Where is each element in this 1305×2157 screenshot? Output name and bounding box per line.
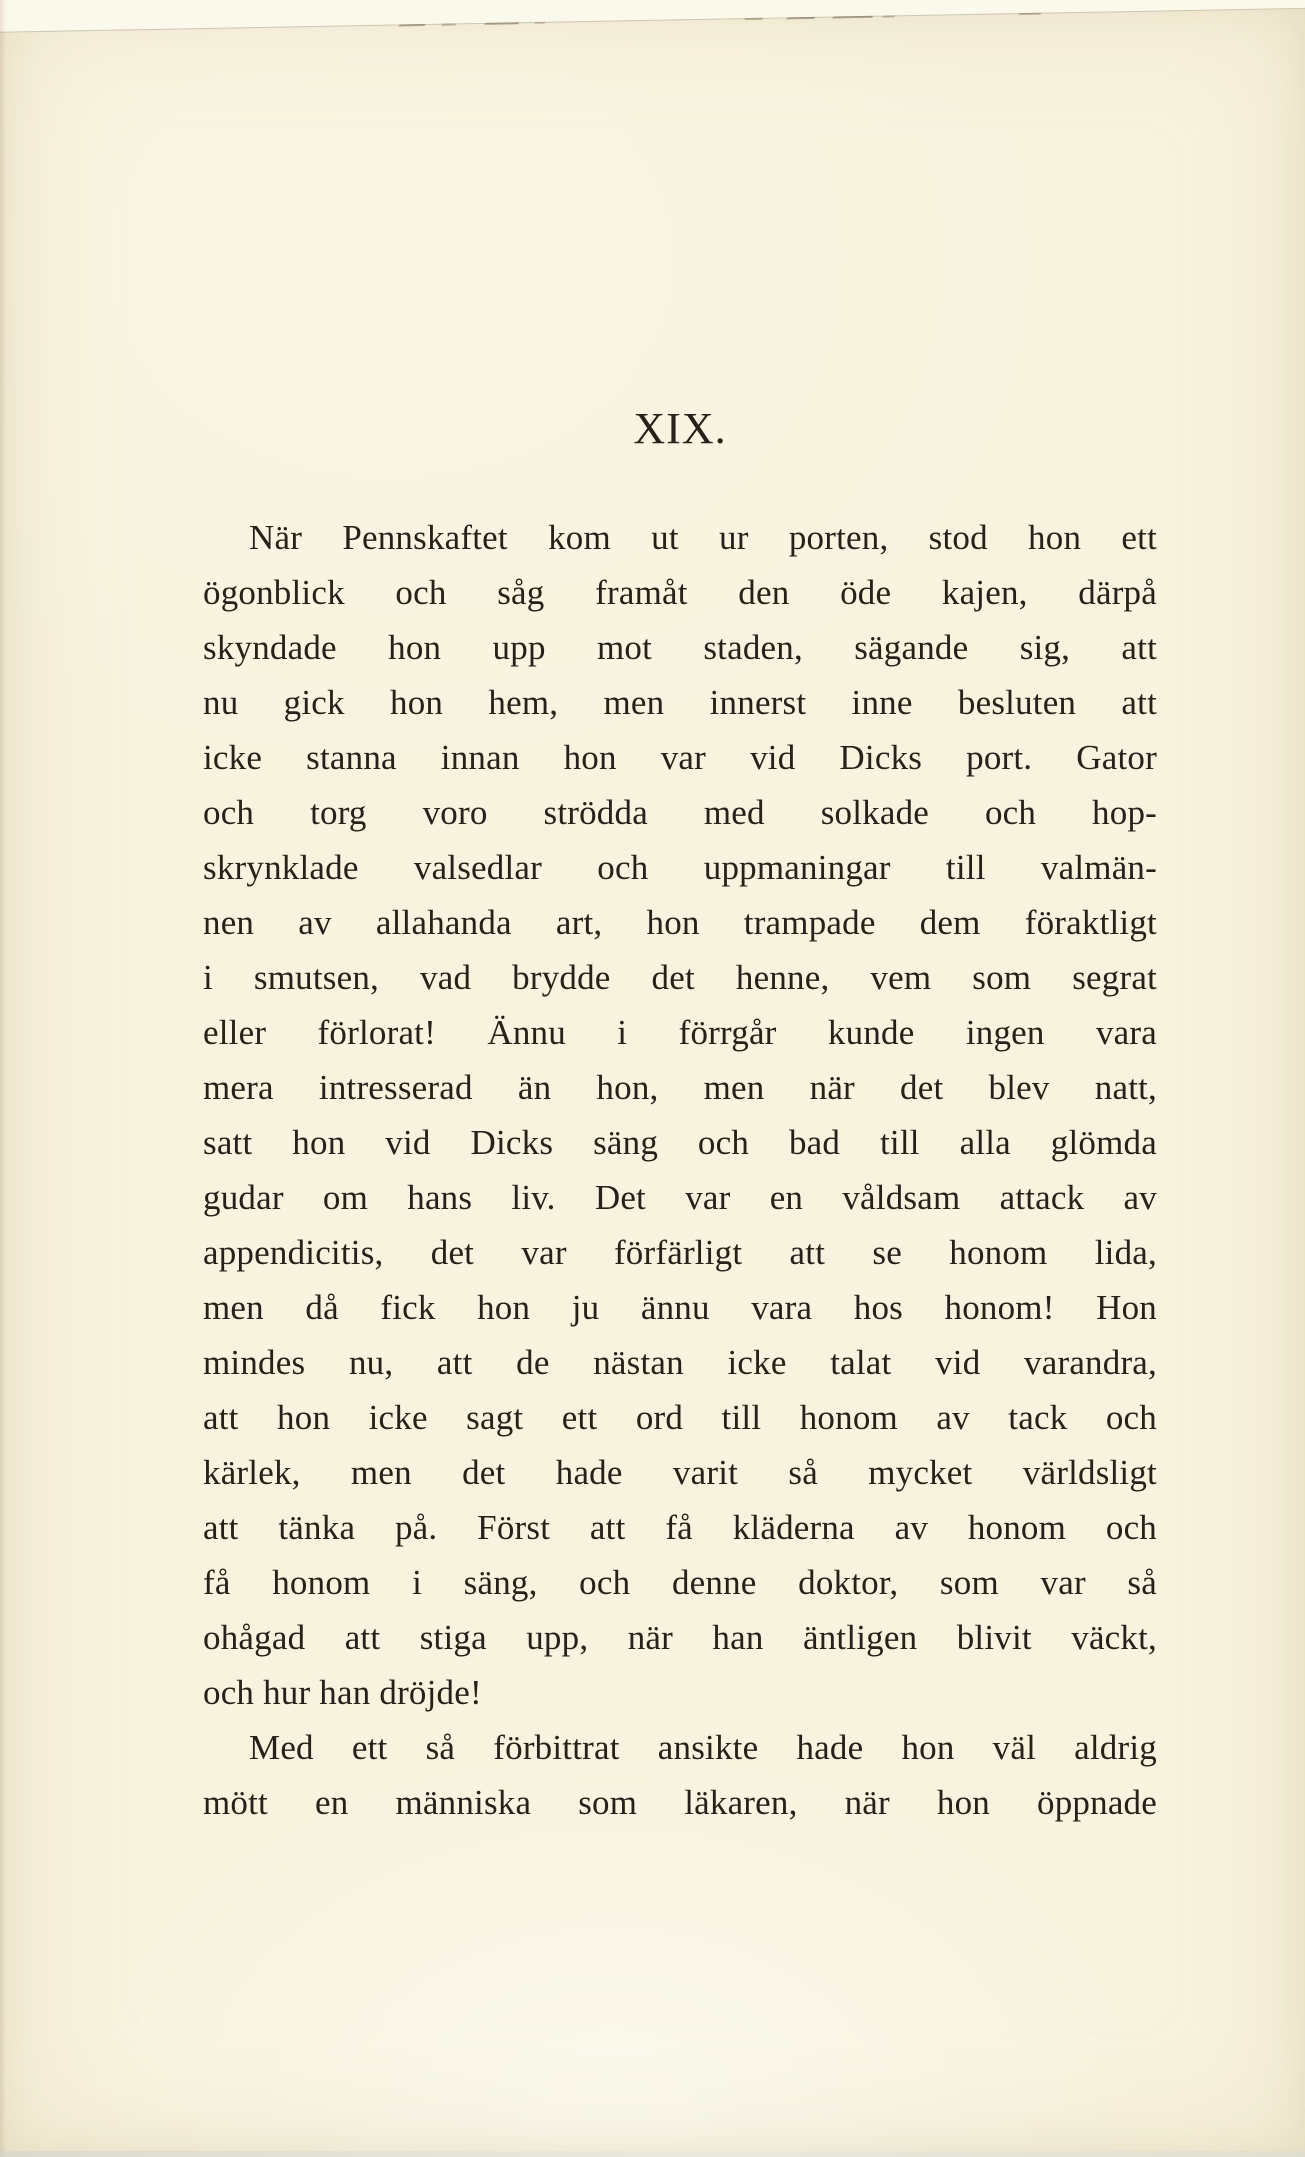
paragraph <box>203 1720 1157 1830</box>
deckle-mark <box>882 12 897 17</box>
text-line: skyndade hon upp mot staden, sägande sig, att <box>203 628 1157 667</box>
page-left-edge <box>0 0 6 2157</box>
deckle-mark <box>484 19 521 25</box>
text-line: skrynklade valsedlar och uppmaningar till valmän- <box>203 848 1157 887</box>
text-line: eller förlorat! Ännu i förrgår kunde ingen vara <box>203 1013 1157 1052</box>
text-line: få honom i säng, och denne doktor, som var så <box>203 1563 1157 1602</box>
deckle-mark <box>441 20 458 25</box>
deckle-mark <box>832 13 875 19</box>
text-line: mött en människa som läkaren, när hon öppnade <box>203 1783 1157 1822</box>
text-line: ögonblick och såg framåt den öde kajen, därpå <box>203 573 1157 612</box>
text-line: att hon icke sagt ett ord till honom av tack och <box>203 1398 1157 1437</box>
text-line: mera intresserad än hon, men när det blev natt, <box>203 1068 1157 1107</box>
text-block <box>203 404 1157 1830</box>
page-bottom-edge <box>0 2151 1305 2157</box>
text-line: Med ett så förbittrat ansikte hade hon väl aldrig <box>249 1728 1157 1767</box>
text-line: När Pennskaftet kom ut ur porten, stod hon ett <box>249 518 1157 557</box>
text-line: att tänka på. Först att få kläderna av honom och <box>203 1508 1157 1547</box>
text-line: men då fick hon ju ännu vara hos honom! Hon <box>203 1288 1157 1327</box>
text-line: nu gick hon hem, men innerst inne besluten att <box>203 683 1157 722</box>
deckle-mark <box>744 15 765 20</box>
text-line: satt hon vid Dicks säng och bad till alla glömda <box>203 1123 1157 1162</box>
text-line: gudar om hans liv. Det var en våldsam attack av <box>203 1178 1157 1217</box>
text-line: i smutsen, vad brydde det henne, vem som segrat <box>203 958 1157 997</box>
text-line: mindes nu, att de nästan icke talat vid varandra, <box>203 1343 1157 1382</box>
text-line: appendicitis, det var förfärligt att se honom lida, <box>203 1233 1157 1272</box>
paragraph <box>203 510 1157 1720</box>
body-paragraphs <box>203 510 1157 1830</box>
text-line: och torg voro strödda med solkade och hop- <box>203 793 1157 832</box>
deckle-mark <box>1018 10 1043 15</box>
text-line: nen av allahanda art, hon trampade dem föraktligt <box>203 903 1157 942</box>
deckle-mark <box>398 21 427 27</box>
text-line: ohågad att stiga upp, när han äntligen blivit väckt, <box>203 1618 1157 1657</box>
deckle-mark <box>786 14 817 20</box>
text-line: kärlek, men det hade varit så mycket världsligt <box>203 1453 1157 1492</box>
text-line: icke stanna innan hon var vid Dicks port. Gator <box>203 738 1157 777</box>
page-top-edge <box>0 0 1305 33</box>
deckle-mark <box>534 19 547 24</box>
text-line: och hur han dröjde! <box>203 1673 482 1712</box>
chapter-heading: XIX. <box>633 404 727 453</box>
